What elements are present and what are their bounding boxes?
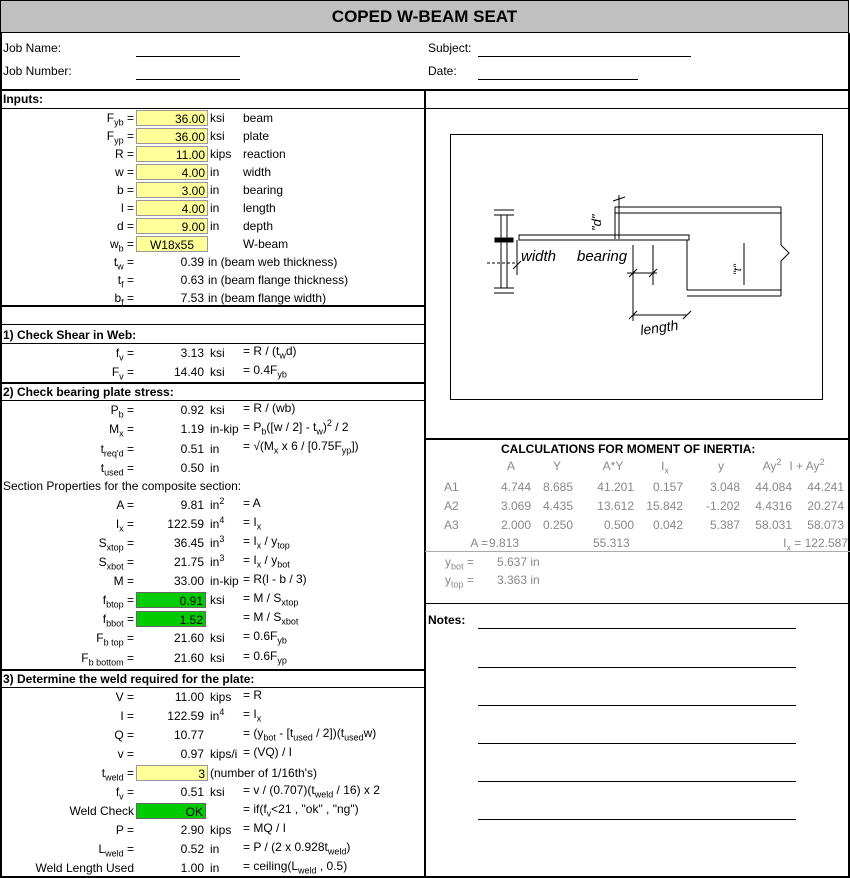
bearing-heading: 2) Check bearing plate stress: [3,385,174,399]
moi-col-header: Y [552,459,561,473]
input-field[interactable]: W18x55 [136,236,208,252]
prop-label: $t_w$ = [113,255,134,272]
tweld-input[interactable]: 3 [136,765,208,781]
input-unit: in [210,219,220,233]
moi-cell: 2.000 [500,518,531,532]
Fbtop-label: $F_{b top}$ = [96,631,134,648]
Fbbot-label: $F_{b bottom}$ = [81,651,134,668]
V-unit: kips [210,690,232,704]
Sxtop-unit: $in^3$ [210,534,225,550]
diagram-label-width: width [521,248,557,265]
tused-value: 0.50 [180,461,204,475]
moi-total-A-label: A = [470,536,488,550]
input-label: d = [116,219,134,233]
fv-weld-label: $f_v$ = [115,785,134,802]
weld-check-value: OK [136,803,206,819]
Ix-value: 122.59 [167,517,204,531]
moi-ytop: 3.363 in [497,573,540,587]
moi-col-header: y [718,459,724,473]
fbtop-formula: = M / $S_{xtop}$ [243,591,299,608]
treq-formula: = $√(M_x$ x $6 / [0.75F_{yp}]$) [243,439,359,456]
moi-cell: 41.201 [597,480,634,494]
moi-cell: 4.4316 [755,499,792,513]
beam-drawing [451,135,822,399]
input-desc: length [243,201,276,215]
M-formula: = R(l - b / 3) [243,572,307,586]
Fv-unit: ksi [210,365,225,379]
subject-field[interactable] [478,56,691,57]
moi-cell: 0.157 [652,480,683,494]
Fbtop-formula: = $0.6F_{yb}$ [243,629,287,646]
notes-line-4[interactable] [478,743,796,744]
diagram-label-length: length [639,316,680,338]
Pb-value: 0.92 [180,403,204,417]
input-label: l = [120,201,134,215]
weld-check-formula: = $if(f_v<21$ , "ok" , "ng") [243,802,359,819]
fbbot-value: 1.52 [136,611,206,627]
input-desc: bearing [243,183,284,197]
moi-cell: 44.241 [807,480,844,494]
input-label: $w_b$ = [109,237,134,254]
moi-cell: -1.202 [705,499,740,513]
moi-row-name: A3 [444,518,459,532]
date-label: Date: [428,64,457,78]
input-unit: ksi [210,129,225,143]
fbbot-label: $f_{bbot}$ = [102,612,134,629]
moi-cell: 8.685 [542,480,573,494]
moi-cell: 58.073 [807,518,844,532]
Fbbot-formula: = $0.6F_{yp}$ [243,649,287,666]
prop-value: 0.39 [180,255,204,269]
P-value: 2.90 [180,823,204,837]
fbtop-label: $f_{btop}$ = [102,593,134,610]
v-value: 0.97 [180,747,204,761]
weld-used-unit: in [210,861,220,875]
notes-line-3[interactable] [478,705,796,706]
A-label: A = [116,498,134,512]
moi-col-header: $I_x$ [661,459,669,476]
shear-heading: 1) Check Shear in Web: [3,328,137,342]
moi-cell: 4.435 [542,499,573,513]
v-unit: kips/i [210,747,238,761]
fv-weld-formula: = v / $(0.707)(t_{weld} / 16)$ x 2 [243,783,380,800]
v-label: v = [117,747,134,761]
prop-text: in (beam web thickness) [208,255,338,269]
input-label: $F_{yb}$ = [106,111,134,128]
prop-value: 0.63 [180,273,204,287]
Sxtop-label: $S_{xtop}$ = [98,536,134,553]
weld-used-formula: = $ceiling(L_{weld}$ , 0.5) [243,859,348,876]
moi-cell: 15.842 [646,499,683,513]
moi-cell: 5.387 [709,518,740,532]
moi-row-name: A1 [444,480,459,494]
moi-ytop-label: $y_{top}$ = [445,573,474,590]
tused-label: $t_{used}$ = [100,461,134,478]
Mx-label: $M_x$ = [109,422,134,439]
moi-ybot: 5.637 in [497,555,540,569]
moi-cell: 0.500 [603,518,634,532]
fv-label: $f_v$ = [115,346,134,363]
treq-unit: in [210,442,220,456]
Fbtop-value: 21.60 [173,631,204,645]
input-unit: in [210,201,220,215]
Fbbot-value: 21.60 [173,651,204,665]
A-formula: = A [243,496,261,510]
fv-weld-value: 0.51 [180,785,204,799]
fv-value: 3.13 [180,346,204,360]
moi-row-name: A2 [444,499,459,513]
notes-line-6[interactable] [478,819,796,820]
moi-cell: 4.744 [500,480,531,494]
input-desc: beam [243,111,274,125]
Fbtop-unit: ksi [210,631,225,645]
Ix-formula: = $I_x$ [243,515,262,532]
Sxtop-value: 36.45 [173,536,204,550]
Sxbot-value: 21.75 [173,555,204,569]
prop-label: $t_f$ = [117,273,134,290]
diagram-label-bearing: bearing [577,248,628,265]
Mx-unit: in-kip [210,422,239,436]
moi-cell: 44.084 [755,480,792,494]
Sxbot-label: $S_{xbot}$ = [98,555,134,572]
inputs-heading: Inputs: [3,92,43,106]
diagram-label-d: "d" [589,214,604,231]
fv-unit: ksi [210,346,225,360]
fbbot-formula: = M / $S_{xbot}$ [243,610,299,627]
fbtop-unit: ksi [210,593,225,607]
Pb-unit: ksi [210,403,225,417]
fv-weld-unit: ksi [210,785,225,799]
job-name-label: Job Name: [3,41,62,55]
Fv-formula: = $0.4F_{yb}$ [243,363,287,380]
input-desc: depth [243,219,274,233]
P-formula: = MQ / I [243,821,287,835]
moi-col-header: A*Y [602,459,624,473]
input-unit: in [210,165,220,179]
moi-total-AY: 55.313 [593,536,630,550]
V-value: 11.00 [174,690,204,704]
Lweld-unit: in [210,842,220,856]
input-desc: W-beam [243,237,289,251]
Q-formula: = $(y_{bot} - [t_{used} / 2])(t_{used}w)$ [243,726,377,743]
Lweld-formula: = P / (2 x $0.928t_{weld}$) [243,840,351,857]
I-value: 122.59 [167,709,204,723]
Ix-unit: $in^4$ [210,515,225,531]
moi-ybot-label: $y_{bot}$ = [445,555,474,572]
input-desc: width [243,165,272,179]
fv-formula: = R / $(t_wd)$ [243,344,297,361]
section-props-heading: Section Properties for the composite section: [3,479,242,493]
input-label: R = [114,147,134,161]
input-field[interactable]: 9.00 [136,218,208,234]
tweld-label: $t_{weld}$ = [101,766,134,783]
tused-unit: in [210,461,220,475]
Fv-label: $F_v$ = [111,365,134,382]
moi-cell: 0.042 [652,518,683,532]
job-name-field[interactable] [136,56,240,57]
moi-Ix: $I_x = 122.587$ [783,536,848,553]
input-unit: kips [210,147,232,161]
tweld-note: (number of 1/16th's) [210,766,318,780]
weld-used-value: 1.00 [180,861,204,875]
prop-text: in (beam flange thickness) [208,273,349,287]
Sxtop-formula: = $I_x / y_{top}$ [243,534,290,551]
Ix-label: $I_x$ = [115,517,134,534]
input-field[interactable]: 4.00 [136,164,208,180]
treq-label: $t_{req'd}$ = [100,442,134,459]
V-formula: = R [243,688,263,702]
input-field[interactable]: 36.00 [136,110,208,126]
input-field[interactable]: 3.00 [136,182,208,198]
moi-col-header: Ay$^2$ [762,457,782,473]
input-unit: in [210,183,220,197]
moi-cell: 13.612 [597,499,634,513]
M-value: 33.00 [173,574,204,588]
M-unit: in-kip [210,574,239,588]
Fbbot-unit: ksi [210,651,225,665]
Mx-formula: = $P_b([w / 2] - t_w)^2 / 2$ [243,418,349,437]
Lweld-label: $L_{weld}$ = [98,842,134,859]
moi-cell: 58.031 [755,518,792,532]
treq-value: 0.51 [180,442,204,456]
Sxbot-formula: = $I_x / y_{bot}$ [243,553,290,570]
prop-value: 7.53 [180,291,204,305]
Pb-label: $P_b$ = [110,403,134,420]
moi-cell: 3.069 [500,499,531,513]
date-field[interactable] [478,79,638,80]
weld-used-label: Weld Length Used [35,861,134,875]
prop-label: $b_f$ = [114,291,134,308]
Q-value: 10.77 [173,728,204,742]
A-unit: $in^2$ [210,496,225,512]
moi-cell: 3.048 [709,480,740,494]
subject-label: Subject: [428,41,472,55]
job-number-label: Job Number: [3,64,72,78]
Q-label: Q = [114,728,134,742]
diagram-label-t: "t" [732,264,744,275]
moi-cell: 0.250 [542,518,573,532]
Pb-formula: = R / (wb) [243,401,296,415]
Sxbot-unit: $in^3$ [210,553,225,569]
input-field[interactable]: 11.00 [136,146,208,162]
input-label: b = [116,183,134,197]
notes-label: Notes: [428,613,466,627]
page-title: COPED W-BEAM SEAT [331,7,518,26]
moi-cell: 20.274 [807,499,844,513]
Fv-value: 14.40 [173,365,204,379]
input-field[interactable]: 4.00 [136,200,208,216]
fbtop-value: 0.91 [136,592,206,608]
input-field[interactable]: 36.00 [136,128,208,144]
input-desc: plate [243,129,270,143]
input-label: $F_{yp}$ = [106,129,134,146]
I-unit: $in^4$ [210,707,225,723]
notes-line-2[interactable] [478,667,796,668]
moi-col-header: $I + Ay^2$ [789,457,825,473]
Mx-value: 1.19 [180,422,204,436]
prop-text: in (beam flange width) [208,291,327,305]
A-value: 9.81 [180,498,204,512]
notes-line-5[interactable] [478,781,796,782]
input-unit: ksi [210,111,225,125]
moi-heading: CALCULATIONS FOR MOMENT OF INERTIA: [501,442,756,456]
V-label: V = [115,690,134,704]
weld-check-label: Weld Check [69,804,134,818]
I-label: I = [120,709,134,723]
input-desc: reaction [243,147,286,161]
M-label: M = [113,574,134,588]
input-label: w = [114,165,134,179]
weld-heading: 3) Determine the weld required for the plate: [3,672,255,686]
v-formula: = (VQ) / I [243,745,293,759]
P-label: P = [115,823,134,837]
job-number-field[interactable] [136,79,240,80]
P-unit: kips [210,823,232,837]
moi-total-A: 9.813 [489,536,520,550]
Lweld-value: 0.52 [180,842,204,856]
notes-line-1[interactable] [478,628,796,629]
I-formula: = $I_x$ [243,707,262,724]
moi-col-header: A [506,459,515,473]
